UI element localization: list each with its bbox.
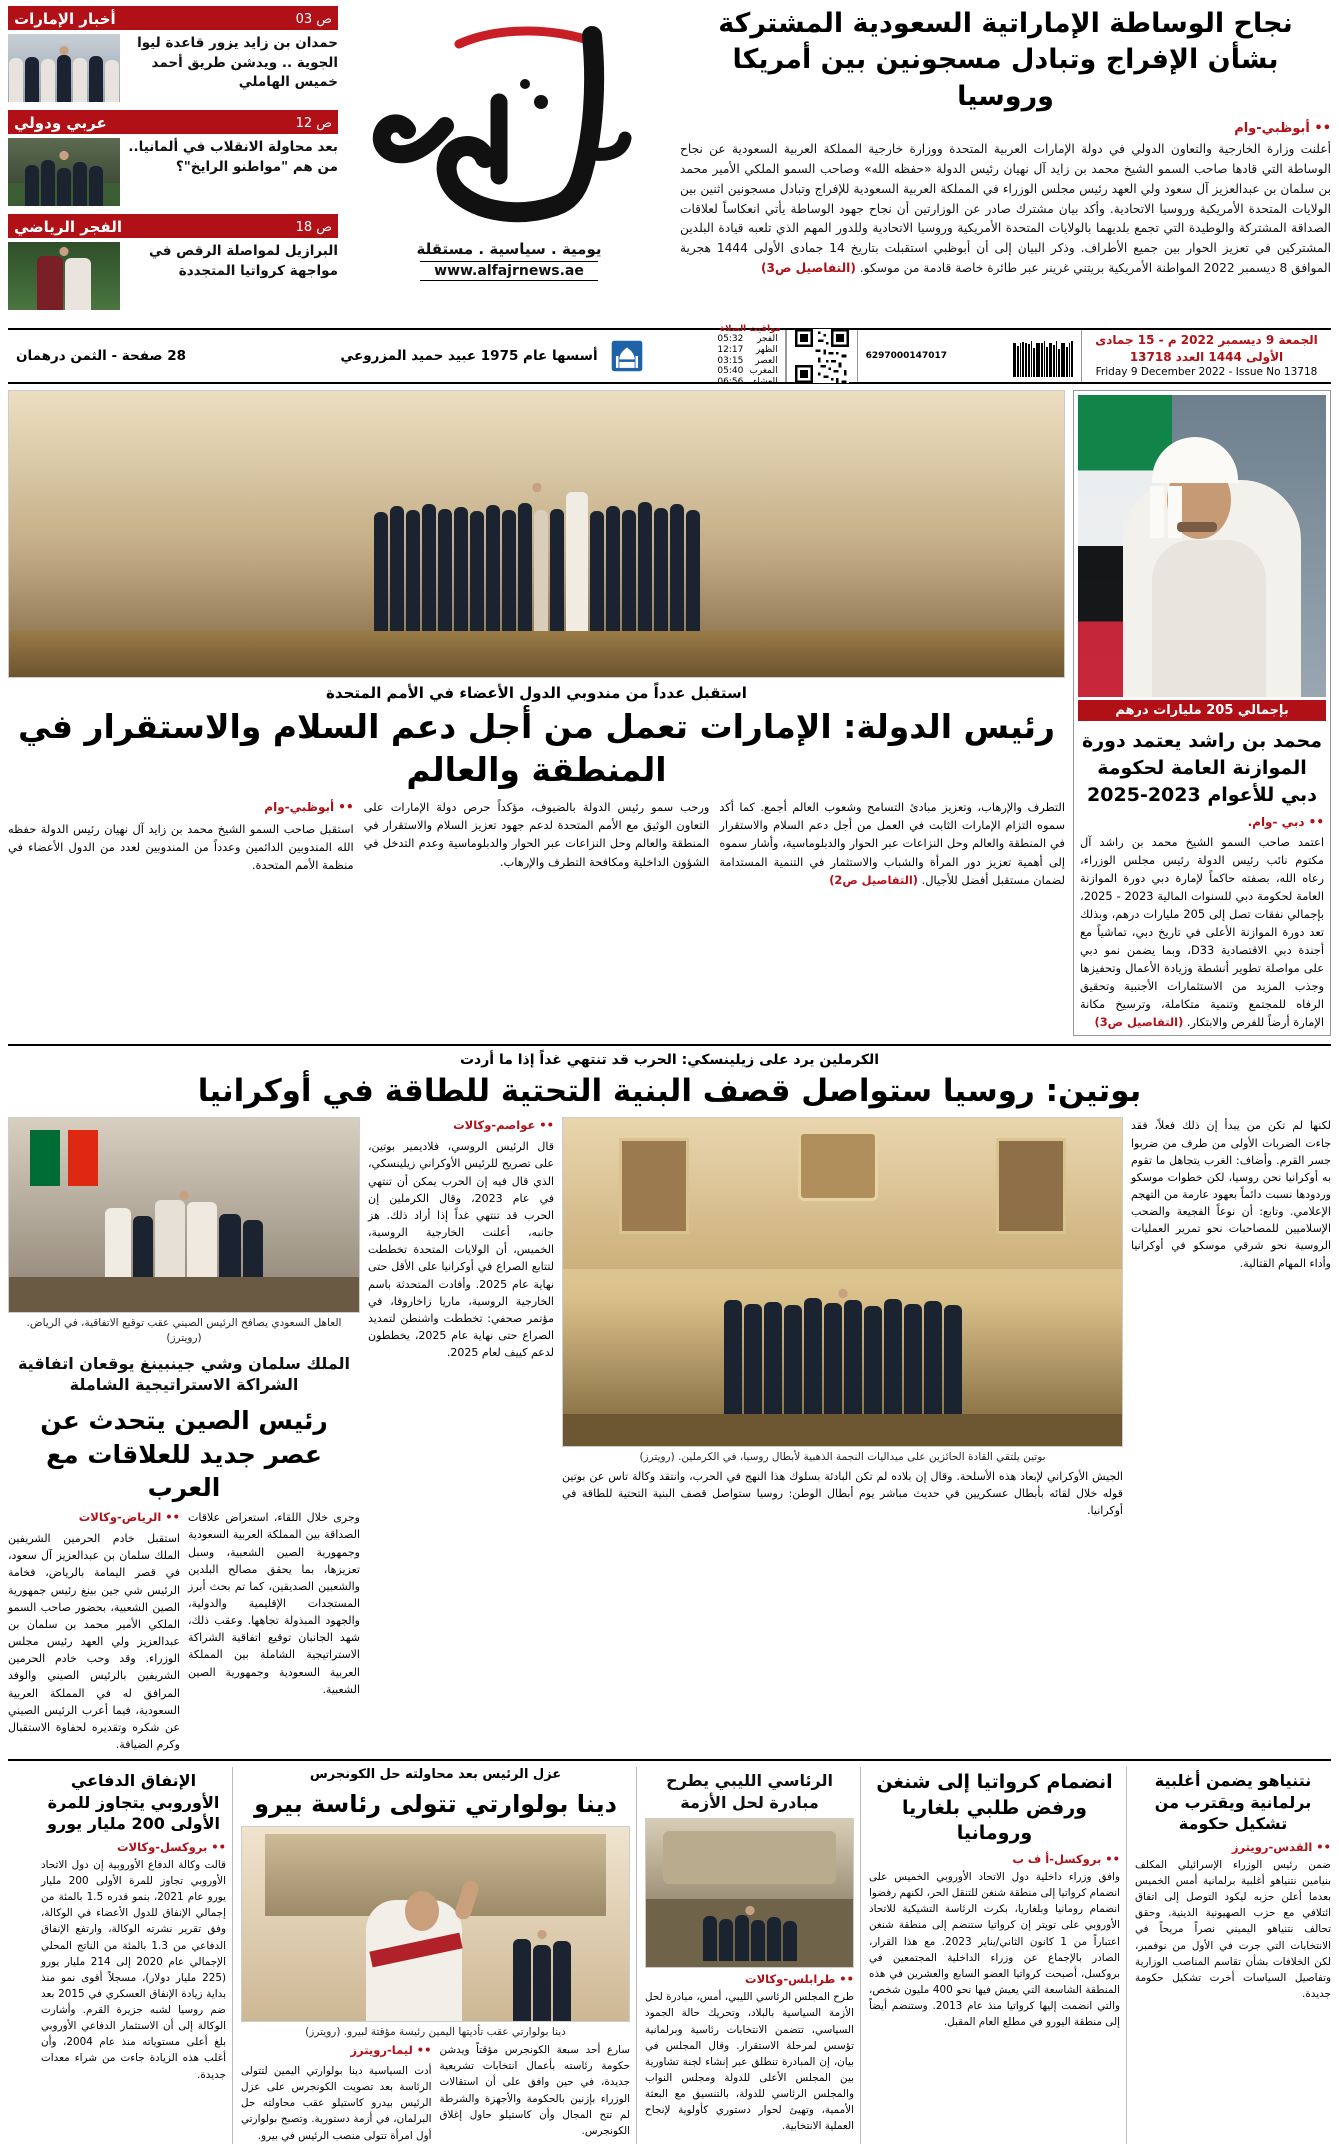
croatia-block xyxy=(869,1767,1127,2144)
sheikh-photo xyxy=(1078,395,1326,697)
croatia-text: وافق وزراء داخلية دول الاتحاد الأوروبي الخميس على انضمام كرواتيا إلى منطقة شنغن للتنقل الحر، لكنهم رفضوا انضمام رومانيا وبلغاريا، بكرت الرئاسة التشيكية للاتحاد الأوروبي على تويتر إن كرواتيا ستنضم إلى منطقة شنغن اعتباراً من 1 كانون الثاني/يناير 2023. مع هذا القرار، الصادر بالإجماع عن وزراء الداخلية المجتمعين في بروكسل، أصبحت كرواتيا العضو السابع والعشرين في هذه المنطقة الشاسعة التي يعيش فيها نحو 400 مليون شخص، والتي انضمت إليها كرواتيا منذ عام 2013. وستنضم أيضاً إلى منطقة اليورو في مطلع العام المقبل. xyxy=(869,1871,1120,2029)
lead-body-text: أعلنت وزارة الخارجية والتعاون الدولي في دولة الإمارات العربية المتحدة ووزارة خارجية المملكة العربية السعودية عن نجاح الوساطة التي قادها صاحب السمو الشيخ محمد بن زايد آل نهيان رئيس الدولة «حفظه الله» وصاحب السمو الملكي الأمير محمد بن سلمان بن عبدالعزيز آل سعود ولي العهد رئيس مجلس الوزراء في المملكة العربية السعودية للإفراج وتبادل مسجونين اثنين بين الولايات المتحدة الأمريكية وروسيا الاتحادية. وأكد بيان مشترك صادر عن الوزارتين أن نجاح جهود الوساطة يأتي انعكاساً لعلاقات الصداقة المشتركة والوطيدة التي تجمع بلديهما بالولايات المتحدة الأمريكية وروسيا الاتحادية وللدور المهم الذي تلعبه قيادة البلدين المشتركين في تعزيز الحوار بين جميع الأطراف. وذكر البيان إلى أن أبوظبي استقبلت بتاريخ 14 جمادى الأولى 1444 هجرية الموافق 8 ديسمبر 2022 المواطنة الأمريكية بريتني غرينر عبر طائرة خاصة قادمة من موسكو. xyxy=(680,142,1331,275)
china-saudi-kicker: الملك سلمان وشي جينبينغ يوقعان اتفاقية الشراكة الاستراتيجية الشاملة xyxy=(17,1353,351,1395)
hero-caption: استقبل عدداً من مندوبي الدول الأعضاء في الأمم المتحدة xyxy=(326,684,747,702)
teaser-category: الفجر الرياضي xyxy=(14,218,122,236)
paper-tagline: يومية . سياسية . مستقلة xyxy=(416,240,602,258)
lead-headline: نجاح الوساطة الإماراتية السعودية المشتركة بشأن الإفراج وتبادل مسجونين بين أمريكا وروسيا xyxy=(718,8,1293,112)
pages-price: 28 صفحة - الثمن درهمان xyxy=(16,348,186,364)
teaser-header xyxy=(8,8,338,30)
sheikh-body xyxy=(1078,833,1326,1031)
teaser-text: البرازيل لمواصلة الرقص في مواجهة كرواتيا المتجددة xyxy=(148,243,338,279)
prayer-name: الفجر xyxy=(757,334,778,345)
hero-col-2-text: ورحب سمو رئيس الدولة بالضيوف، مؤكداً حرص دولة الإمارات على التعاون الوثيق مع الأمم المتحدة لدعم جهود تعزيز السلام والاستقرار في المنطقة والعالم وحل النزاعات عبر الحوار والدبلوماسية وعدم التدخل في الشؤون الداخلية ومكافحة التطرف والإرهاب. xyxy=(363,799,710,869)
netanyahu-text: ضمن رئيس الوزراء الإسرائيلي المكلف بنيامين نتنياهو أغلبية برلمانية أمس الخميس بعدما أعلن حزبه ليكود التوصل إلى اتفاق ائتلافي مع حزب الصهيونية الدينية. وحقق تحالف نتنياهو اليميني نصراً مريحاً في الانتخابات التي جرت في الأول من نوفمبر، لكن الخلافات بشأن تقاسم المناصب الوزارية وتفاصيل السياسات أخرت تشكيل حكومة جديدة. xyxy=(1135,1858,1331,2000)
libya-byline: •• طرابلس-وكالات xyxy=(745,1972,854,1987)
sheikh-column xyxy=(1073,390,1331,1036)
teaser-header xyxy=(8,216,338,238)
hero-more-link[interactable]: (التفاصيل ص2) xyxy=(829,872,918,887)
barcode-icon xyxy=(953,335,1073,377)
hero-col-1-text: استقبل صاحب السمو الشيخ محمد بن زايد آل نهيان رئيس الدولة حفظه الله المندوبين الدائمين وعدداً من المندوبين لعدد من الدول الأعضاء في منظمة الأمم المتحدة. xyxy=(7,821,354,873)
croatia-headline: انضمام كرواتيا إلى شنغن ورفض طلبي بلغاريا ورومانيا xyxy=(876,1771,1113,1845)
libya-photo xyxy=(645,1818,854,1968)
peru-col-2: سارع أحد سبعة الكونجرس مؤقتاً ويدشن حكومة رئاسته بأعمال انتخابات تشريعية جديدة، في حين وافق على أن استقالات الوزراء بإزنين بالحكومة والأجهزة والشرطة لم تتح المجال وأن كاستيلو حاول إغلاق الكونجرس. xyxy=(439,2044,630,2137)
teaser-category: عربي ودولي xyxy=(14,114,107,132)
prayer-time: 05:40 xyxy=(717,366,744,377)
prayer-name: المغرب xyxy=(749,366,778,377)
paper-website[interactable]: www.alfajrnews.ae xyxy=(420,261,598,281)
mosque-icon xyxy=(610,339,644,373)
hero-photo xyxy=(8,390,1065,678)
lead-body xyxy=(680,140,1331,278)
hero-col-3-text: التطرف والإرهاب، وتعزيز مبادئ التسامح وشعوب العالم أجمع. كما أكد سموه التزام الإمارات الثابت في العمل من أجل دعم السلام والاستقرار في المنطقة والعالم وحل النزاعات عبر الحوار والدبلوماسية، وأشار سموه إلى أهمية تعزيز دور المرأة والشباب والاستثمار في التنمية المستدامة لضمان مستقبل أفضل للأجيال. xyxy=(719,799,1065,887)
putin-caption: بوتين يلتقي القادة الحائزين على ميداليات النجمة الذهبية لأبطال روسيا، في الكرملين. (رويترز) xyxy=(639,1451,1046,1464)
section-two xyxy=(8,1117,1331,1753)
sheikh-card xyxy=(1073,390,1331,1036)
teaser-item[interactable] xyxy=(8,110,338,208)
sheikh-caption: بإجمالي 205 مليارات درهم xyxy=(1078,700,1326,721)
libya-kicker: الرئاسي الليبي يطرح مبادرة لحل الأزمة xyxy=(666,1771,833,1812)
hero-col-2 xyxy=(364,798,710,889)
lead-byline: •• أبوظبي-وام xyxy=(1234,121,1331,137)
lead-more-link[interactable]: (التفاصيل ص3) xyxy=(760,260,856,275)
hero-col-1 xyxy=(8,798,354,889)
peru-col-1: •• ليما-رويترز أدت السياسية دينا بولوارتي اليمين لتتولى الرئاسة بعد تصويت الكونجرس على عزل الرئيس بيدرو كاستيلو عقب محاولته حل البرلمان، في أزمة دستورية. وتصبح بولوارتي أول امرأة تتولى منصب الرئيس في بيرو. xyxy=(241,2043,432,2142)
hero-col-3 xyxy=(719,798,1065,889)
teaser-page: ص 18 xyxy=(295,219,332,235)
sheikh-byline: •• دبي -وام. xyxy=(1247,814,1324,829)
qr-code-icon[interactable] xyxy=(795,329,849,383)
putin-col-3: لكنها لم تكن من يبدأ إن ذلك فعلاً، فقد جاءت الضربات الأولى من طرف من ضربوا جسر القرم. وأضاف: الغرب يتجاهل ما تقوم به أوكرانيا نحن روسيا، لكن خطوات موسكو وردودها نسبت دائماً بعهود عارمة من التهجم الإعلامي. وتابع: أن نوعاً الفجيعة والضحب الإسلاميين للمصاحبات نحو تمرير العمليات الروسية نحو شرقي موسكو في أوكرانيا وأداء المهام القتالية. xyxy=(1131,1119,1331,1270)
peru-photo xyxy=(241,1826,630,2022)
date-arabic: الجمعة 9 ديسمبر 2022 م - 15 جمادى الأولى 1444 العدد 13718 xyxy=(1095,332,1318,364)
teaser-item[interactable] xyxy=(8,214,338,312)
hero-byline: •• أبوظبي-وام xyxy=(264,799,354,814)
putin-photo xyxy=(562,1117,1123,1447)
sheikh-body-text: اعتمد صاحب السمو الشيخ محمد بن راشد آل مكتوم نائب رئيس الدولة رئيس مجلس الوزراء، رعاه الله، بصفته حاكماً لإمارة دبي دورة الموازنة العامة لحكومة دبي للسنوات المالية 2023 - 2025، بإجمالي نفقات تصل إلى 205 مليارات درهم، وبذلك تعد دورة الموازنة الأعلى في تاريخ دبي، تماشياً مع أجندة دبي الاقتصادية D33، وبما يضمن نمو دبي على مواصلة تطوير أنشطة وزيادة الأعمال وتحفيزها وجذب المزيد من الاستثمارات الأجنبية وتحقيق الرفاه للمجتمع وتنمية متكاملة، وترسيخ مكانة الإمارة أرضاً للفرص والابتكار. xyxy=(1080,834,1324,1030)
peru-byline: •• ليما-رويترز xyxy=(350,2043,432,2058)
main-content xyxy=(8,390,1331,1036)
masthead-info-strip xyxy=(8,324,1331,387)
teaser-thumbnail xyxy=(8,242,120,310)
prayer-name: الظهر xyxy=(755,345,778,356)
china-saudi-block xyxy=(8,1117,360,1753)
masthead-logo-block xyxy=(344,6,674,324)
hero-headline: رئيس الدولة: الإمارات تعمل من أجل دعم السلام والاستقرار في المنطقة والعالم xyxy=(17,707,1056,789)
croatia-byline: •• بروكسل-أ ف ب xyxy=(1012,1852,1120,1867)
teaser-text: حمدان بن زايد يزور قاعدة ليوا الجوية .. ويدشن طريق أحمد خميس الهاملي xyxy=(137,35,338,91)
libya-block xyxy=(645,1767,861,2144)
china-saudi-col-2: وجرى خلال اللقاء، استعراض علاقات الصداقة بين المملكة العربية السعودية وجمهورية الصين الشعبية، وسبل تعزيزها، بما يحقق مصالح البلدين والشعبين الصديقين، كما تم بحث أبرز المستجدات الإقليمية والدولية، والجهود المبذولة تجاهها. وعقب ذلك، شهد الجانبان توقيع اتفاقية الشراكة الاستراتيجية الشاملة بين المملكة العربية السعودية وجمهورية الصين الشعبية. xyxy=(188,1511,360,1696)
teaser-page: ص 12 xyxy=(295,115,332,131)
sheikh-headline: محمد بن راشد يعتمد دورة الموازنة العامة لحكومة دبي للأعوام 2023-2025 xyxy=(1081,730,1322,806)
teaser-page: ص 03 xyxy=(295,11,332,27)
china-saudi-headline: رئيس الصين يتحدث عن عصر جديد للعلاقات مع العرب xyxy=(40,1405,328,1503)
alfajr-logo xyxy=(349,6,669,238)
prayer-title: مواقيت الصلاة xyxy=(720,324,781,335)
hero-body-columns xyxy=(8,798,1065,889)
prayer-times xyxy=(606,324,786,387)
prayer-time: 06:56 xyxy=(717,376,744,387)
lead-story xyxy=(680,6,1331,324)
teaser-thumbnail xyxy=(8,34,120,102)
sheikh-more-link[interactable]: (التفاصيل ص3) xyxy=(1094,1015,1184,1030)
prayer-table xyxy=(714,334,780,387)
barcode-number: 6297000147017 xyxy=(865,351,947,361)
founder-info: أسسها عام 1975 عبيد حميد المزروعي xyxy=(340,348,598,364)
teaser-header xyxy=(8,112,338,134)
putin-block xyxy=(368,1117,1331,1753)
putin-col-1: •• عواصم-وكالات قال الرئيس الروسي، فلاديمير بوتين، على تصريح للرئيس الأوكراني زيلينسكي، الذي قال فيه إن الحرب يمكن أن تنتهي في عام 2023، وقال الكرملين إن الحرب قد تنتهي غداً إذا أراد ذلك. هز جانبه، أعلنت الخارجية الروسية، الخميس، أن الولايات المتحدة تخططت لتتابع الصراع في أوكرانيا على الأقل حتى نهاية عام 2025. وأفادت المتحدثة باسم الخارجية الروسية، ماريا زاخاروفا، في مؤتمر صحفي: تخططت واشنطن لتمديد الصراع حتى نهاية عام 2025، يخططون لدعم كييف لعام 2025. xyxy=(368,1118,554,1360)
barcode-block xyxy=(857,330,1081,382)
europe-defense-text: قالت وكالة الدفاع الأوروبية إن دول الاتحاد الأوروبي تجاوز للمرة الأولى 200 مليار يورو عام 2021، بنمو قدره 1.5 بالمئة من إجمالي الإنفاق للدول الأعضاء في الوكالة، وفق تقرير نشرته الوكالة، وارتفع الإنفاق الدفاعي من 1.3 بالمئة من الناتج المحلي الإجمالي عام 2020 إلى 214 مليار يورو (225 مليار دولار)، مسجلاً أقوى نمو منذ بداية زيادة الإنفاق العسكري في 2015 بعد ضم روسيا لشبه جزيرة القرم. وأشارت الوكالة إلى أن الاستثمار الدفاعي الأوروبي بلغ أعلى مستوياته منذ عام 2004، وأن أغلب هذه الزيادة جاءت من شراء معدات جديدة. xyxy=(41,1858,226,2081)
prayer-time: 03:15 xyxy=(717,355,744,366)
masthead xyxy=(8,6,1331,324)
china-saudi-caption: العاهل السعودي يصافح الرئيس الصيني عقب توقيع الاتفاقية، في الرياض. (رويترز) xyxy=(26,1317,342,1345)
qr-block xyxy=(786,330,857,382)
china-saudi-col-1: •• الرياض-وكالات استقبل خادم الحرمين الشريفين الملك سلمان بن عبدالعزيز آل سعود، في قصر اليمامة بالرياض، فخامة الرئيس شي جين بينغ رئيس جمهورية الصين الشعبية، بحضور صاحب السمو الملكي الأمير محمد بن سلمان بن عبدالعزيز ولي العهد رئيس مجلس الوزراء. وقد وحب خادم الحرمين الشريفين بالرئيس الصيني والوفد المرافق له في المملكة العربية السعودية، فيما أعرب الرئيس الصيني عن شكره وتقديره لحفاوة الاستقبال وكرم الضيافة. xyxy=(8,1510,180,1751)
paper-info xyxy=(8,330,606,382)
netanyahu-block xyxy=(1135,1767,1331,2144)
peru-kicker: عزل الرئيس بعد محاولته حل الكونجرس xyxy=(309,1767,562,1783)
peru-headline: دينا بولوارتي تتولى رئاسة بيرو xyxy=(254,1790,617,1819)
putin-col-2: الجيش الأوكراني لإبعاد هذه الأسلحة. وقال إن بلاده لم تكن البادئة بسلوك هذا النهج في الحرب، وانتقد وكالة تاس عن بوتين قوله خلال لقائه بأبطال عسكريين في حديث مباشر يوم أبطال الوطن: روسيا ستواصل قصف البنية التحتية للطاقة في أوكرانيا. xyxy=(562,1470,1123,1518)
teaser-category: أخبار الإمارات xyxy=(14,10,116,28)
prayer-time: 12:17 xyxy=(717,345,744,356)
libya-text: طرح المجلس الرئاسي الليبي، أمس، مبادرة لحل الأزمة السياسية بالبلاد، وتحريك حالة الجمود السياسي، تتضمن الانتخابات رئاسية وبرلمانية تؤسس لمرحلة الاستقرار. وقال المجلس في بيان، إن المبادرة تنطلق عبر إنشاء لجنة تشاورية بين المجلس الأعلى للدولة ومجلس النواب والمجلس الرئاسي للدولة، بالتنسيق مع البعثة الأممية، وتهيئ لحوار دستوري كأولوية لإنجاح العملية الانتخابية. xyxy=(645,1991,854,2133)
china-saudi-byline: •• الرياض-وكالات xyxy=(78,1510,180,1525)
putin-section xyxy=(8,1052,1331,1117)
putin-photo-wrap xyxy=(562,1117,1123,1519)
prayer-name: العصر xyxy=(755,355,778,366)
putin-headline: بوتين: روسيا ستواصل قصف البنية التحتية للطاقة في أوكرانيا xyxy=(197,1073,1142,1110)
europe-defense-block xyxy=(41,1767,233,2144)
peru-block xyxy=(241,1767,637,2144)
teaser-text: بعد محاولة الانقلاب في ألمانيا.. من هم "مواطنو الرايخ"؟ xyxy=(128,139,338,175)
putin-byline: •• عواصم-وكالات xyxy=(453,1118,554,1133)
prayer-time: 05:32 xyxy=(717,334,744,345)
china-saudi-photo xyxy=(8,1117,360,1313)
teaser-column xyxy=(8,6,338,324)
prayer-name: العشاء xyxy=(752,376,778,387)
netanyahu-headline: نتنياهو يضمن أغلبية برلمانية ويقترب من تشكيل حكومة xyxy=(1154,1771,1312,1834)
center-column xyxy=(8,390,1065,1036)
netanyahu-byline: •• القدس-رويترز xyxy=(1231,1839,1331,1854)
europe-defense-byline: •• بروكسل-وكالات xyxy=(116,1839,226,1854)
bottom-section xyxy=(8,1759,1331,2144)
date-english: Friday 9 December 2022 - Issue No 13718 xyxy=(1095,366,1318,379)
dateline xyxy=(1081,330,1331,382)
teaser-thumbnail xyxy=(8,138,120,206)
peru-caption: دينا بولوارتي عقب تأديتها اليمين رئيسة مؤقتة لبيرو. (رويترز) xyxy=(305,2025,566,2038)
teaser-item[interactable] xyxy=(8,6,338,104)
putin-kicker: الكرملين يرد على زيلينسكي: الحرب قد تنتهي غداً إذا ما أردت xyxy=(459,1052,880,1069)
europe-defense-headline: الإنفاق الدفاعي الأوروبي يتجاوز للمرة الأولى 200 مليار يورو xyxy=(46,1771,221,1834)
